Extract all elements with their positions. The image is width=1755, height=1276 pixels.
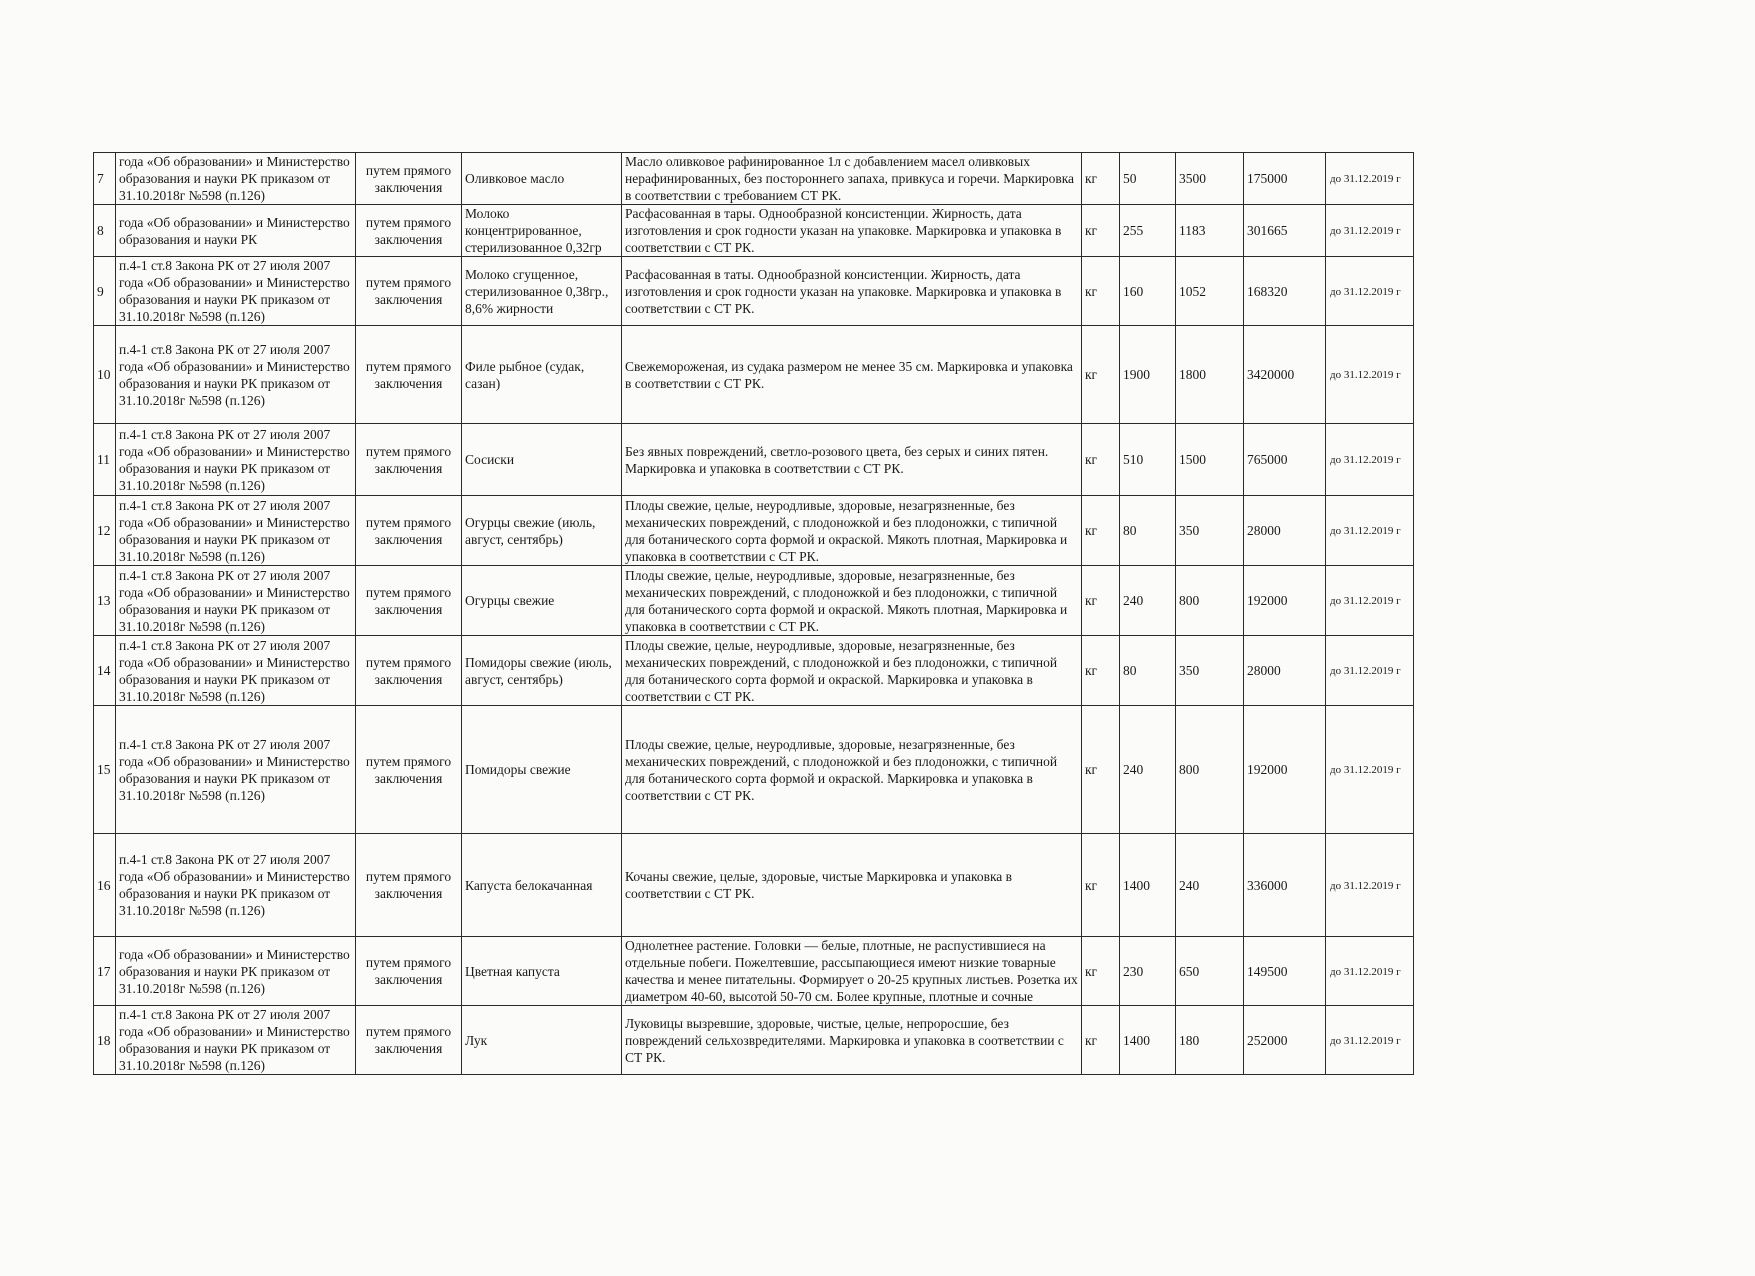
quantity: 240 <box>1123 593 1144 608</box>
unit-of-measure: кг <box>1085 452 1098 467</box>
table-row <box>94 706 1414 834</box>
procurement-method: путем прямого заключения <box>365 358 452 391</box>
unit-of-measure-cell <box>1082 153 1120 205</box>
legal-basis-cell <box>116 205 356 257</box>
table-body <box>94 153 1414 1075</box>
row-number-cell <box>94 326 116 424</box>
total-sum-cell <box>1244 205 1326 257</box>
unit-of-measure-cell <box>1082 636 1120 706</box>
delivery-term: до 31.12.2019 г <box>1330 225 1401 237</box>
item-description: Свежемороженая, из судака размером не менее 35 см. Маркировка и упаковка в соответствии с СТ РК. <box>625 358 1073 391</box>
total-sum: 28000 <box>1247 663 1281 678</box>
procurement-table <box>93 152 1414 1075</box>
unit-of-measure-cell <box>1082 566 1120 636</box>
item-description: Однолетнее растение. Головки — белые, плотные, не распустившиеся на отдельные побеги. Пожелтевшие, рассыпающиеся имеют низкие товарные качества и менее питательны. Формирует о 20-25 крупных листьев. Розетка их диаметром 40-60, высотой 50-70 см. Более крупные, плотные и сочные <box>625 938 1078 1004</box>
quantity-cell <box>1120 706 1176 834</box>
item-description-cell <box>622 424 1082 496</box>
total-sum: 765000 <box>1247 452 1288 467</box>
item-name: Капуста белокачанная <box>465 877 593 893</box>
legal-basis: п.4-1 ст.8 Закона РК от 27 июля 2007 года «Об образовании» и Министерство образования и науки РК приказом от 31.10.2018г №598 (п.126) <box>119 852 350 918</box>
row-number-cell <box>94 424 116 496</box>
quantity: 1400 <box>1123 1032 1150 1048</box>
item-description: Плоды свежие, целые, неуродливые, здоровые, незагрязненные, без механических повреждений, с плодоножкой и без плодоножки, с типичной для ботанического сорта формой и окраской. Маркировка и упаковка в соответствии с СТ РК. <box>625 736 1058 803</box>
item-name: Молоко сгущенное, стерилизованное 0,38гр., 8,6% жирности <box>465 266 609 316</box>
quantity: 240 <box>1123 762 1144 777</box>
procurement-method: путем прямого заключения <box>365 753 452 786</box>
quantity-cell <box>1120 834 1176 937</box>
unit-of-measure-cell <box>1082 496 1120 566</box>
delivery-term-cell <box>1326 424 1414 496</box>
legal-basis-cell <box>116 706 356 834</box>
unit-of-measure: кг <box>1085 171 1098 186</box>
total-sum-cell <box>1244 496 1326 566</box>
item-name-cell <box>462 1006 622 1075</box>
table-row <box>94 1006 1414 1075</box>
delivery-term: до 31.12.2019 г <box>1330 525 1401 537</box>
total-sum-cell <box>1244 937 1326 1006</box>
legal-basis-cell <box>116 636 356 706</box>
item-name-cell <box>462 834 622 937</box>
delivery-term: до 31.12.2019 г <box>1330 965 1401 978</box>
quantity: 510 <box>1123 452 1144 467</box>
quantity: 80 <box>1123 523 1137 538</box>
item-description: Кочаны свежие, целые, здоровые, чистые Маркировка и упаковка в соответствии с СТ РК. <box>625 869 1013 901</box>
unit-of-measure: кг <box>1085 1032 1098 1048</box>
delivery-term-cell <box>1326 153 1414 205</box>
delivery-term-cell <box>1326 205 1414 257</box>
item-description-cell <box>622 636 1082 706</box>
unit-price-cell <box>1176 205 1244 257</box>
unit-price-cell <box>1176 257 1244 326</box>
unit-price: 240 <box>1179 877 1200 893</box>
delivery-term: до 31.12.2019 г <box>1330 879 1401 892</box>
total-sum: 301665 <box>1247 223 1288 238</box>
legal-basis-cell <box>116 326 356 424</box>
row-number-cell <box>94 706 116 834</box>
legal-basis: п.4-1 ст.8 Закона РК от 27 июля 2007 года «Об образовании» и Министерство образования и науки РК приказом от 31.10.2018г №598 (п.126) <box>119 258 350 324</box>
item-description-cell <box>622 937 1082 1006</box>
quantity-cell <box>1120 424 1176 496</box>
unit-of-measure-cell <box>1082 834 1120 937</box>
item-name-cell <box>462 205 622 257</box>
legal-basis-cell <box>116 257 356 326</box>
table-row <box>94 257 1414 326</box>
total-sum: 168320 <box>1247 283 1288 299</box>
legal-basis: п.4-1 ст.8 Закона РК от 27 июля 2007 года «Об образовании» и Министерство образования и науки РК приказом от 31.10.2018г №598 (п.126) <box>119 341 350 408</box>
unit-price-cell <box>1176 424 1244 496</box>
quantity-cell <box>1120 496 1176 566</box>
total-sum: 149500 <box>1247 963 1288 979</box>
procurement-method: путем прямого заключения <box>365 869 452 901</box>
unit-price: 800 <box>1179 762 1200 777</box>
row-number-cell <box>94 153 116 205</box>
procurement-method: путем прямого заключения <box>365 1024 452 1056</box>
procurement-method: путем прямого заключения <box>365 955 452 987</box>
delivery-term: до 31.12.2019 г <box>1330 1034 1401 1047</box>
item-name: Сосиски <box>465 452 515 467</box>
item-name: Лук <box>465 1032 488 1048</box>
row-number: 16 <box>97 877 111 893</box>
unit-price-cell <box>1176 834 1244 937</box>
item-description: Масло оливковое рафинированное 1л с добавлением масел оливковых нерафинированных, без постороннего запаха, привкуса и горечи. Маркировка в соответствии с требованием СТ РК. <box>625 154 1075 203</box>
procurement-method-cell <box>356 205 462 257</box>
item-name: Помидоры свежие <box>465 762 571 777</box>
row-number: 15 <box>97 762 111 777</box>
legal-basis: п.4-1 ст.8 Закона РК от 27 июля 2007 года «Об образовании» и Министерство образования и науки РК приказом от 31.10.2018г №598 (п.126) <box>119 567 350 634</box>
legal-basis-cell <box>116 566 356 636</box>
quantity-cell <box>1120 153 1176 205</box>
row-number: 13 <box>97 593 111 608</box>
unit-of-measure: кг <box>1085 523 1098 538</box>
item-name: Молоко концентрированное, стерилизованное 0,32гр <box>465 206 602 255</box>
quantity: 1400 <box>1123 877 1150 893</box>
procurement-method-cell <box>356 496 462 566</box>
item-name-cell <box>462 153 622 205</box>
legal-basis: п.4-1 ст.8 Закона РК от 27 июля 2007 года «Об образовании» и Министерство образования и науки РК приказом от 31.10.2018г №598 (п.126) <box>119 637 350 704</box>
delivery-term: до 31.12.2019 г <box>1330 173 1401 185</box>
legal-basis: года «Об образовании» и Министерство образования и науки РК приказом от 31.10.2018г №598 (п.126) <box>119 154 350 203</box>
procurement-method: путем прямого заключения <box>365 214 452 247</box>
legal-basis: года «Об образовании» и Министерство образования и науки РК приказом от 31.10.2018г №598 (п.126) <box>119 946 350 996</box>
legal-basis-cell <box>116 153 356 205</box>
total-sum: 3420000 <box>1247 367 1295 382</box>
unit-of-measure-cell <box>1082 937 1120 1006</box>
row-number-cell <box>94 566 116 636</box>
procurement-method-cell <box>356 566 462 636</box>
unit-price-cell <box>1176 1006 1244 1075</box>
unit-of-measure-cell <box>1082 326 1120 424</box>
total-sum: 336000 <box>1247 877 1288 893</box>
procurement-method-cell <box>356 636 462 706</box>
item-name: Цветная капуста <box>465 963 560 979</box>
unit-price-cell <box>1176 566 1244 636</box>
quantity: 230 <box>1123 963 1144 979</box>
table-row <box>94 424 1414 496</box>
row-number: 10 <box>97 367 111 382</box>
delivery-term-cell <box>1326 326 1414 424</box>
procurement-method: путем прямого заключения <box>365 162 452 195</box>
item-name-cell <box>462 937 622 1006</box>
legal-basis-cell <box>116 424 356 496</box>
unit-price: 180 <box>1179 1032 1200 1048</box>
row-number: 17 <box>97 963 111 979</box>
quantity-cell <box>1120 636 1176 706</box>
unit-price: 1052 <box>1179 283 1206 299</box>
total-sum-cell <box>1244 636 1326 706</box>
item-description-cell <box>622 1006 1082 1075</box>
item-description: Расфасованная в тары. Однообразной консистенции. Жирность, дата изготовления и срок годности указан на упаковке. Маркировка и упаковка в соответствии с СТ РК. <box>625 206 1062 255</box>
item-description-cell <box>622 205 1082 257</box>
table-row <box>94 937 1414 1006</box>
procurement-method-cell <box>356 257 462 326</box>
item-name-cell <box>462 636 622 706</box>
legal-basis: п.4-1 ст.8 Закона РК от 27 июля 2007 года «Об образовании» и Министерство образования и науки РК приказом от 31.10.2018г №598 (п.126) <box>119 497 350 564</box>
quantity: 50 <box>1123 171 1137 186</box>
procurement-method: путем прямого заключения <box>365 654 452 687</box>
procurement-method-cell <box>356 706 462 834</box>
row-number: 11 <box>97 452 110 467</box>
item-name: Помидоры свежие (июль, август, сентябрь) <box>465 654 612 687</box>
total-sum-cell <box>1244 424 1326 496</box>
delivery-term-cell <box>1326 496 1414 566</box>
quantity-cell <box>1120 937 1176 1006</box>
item-description-cell <box>622 496 1082 566</box>
table-row <box>94 636 1414 706</box>
total-sum-cell <box>1244 566 1326 636</box>
item-name: Огурцы свежие (июль, август, сентябрь) <box>465 514 596 547</box>
total-sum: 192000 <box>1247 593 1288 608</box>
unit-price-cell <box>1176 153 1244 205</box>
procurement-method-cell <box>356 937 462 1006</box>
procurement-method-cell <box>356 326 462 424</box>
table-row <box>94 566 1414 636</box>
delivery-term-cell <box>1326 937 1414 1006</box>
delivery-term-cell <box>1326 257 1414 326</box>
procurement-method-cell <box>356 834 462 937</box>
table-row <box>94 834 1414 937</box>
legal-basis-cell <box>116 1006 356 1075</box>
item-name-cell <box>462 257 622 326</box>
delivery-term: до 31.12.2019 г <box>1330 764 1401 776</box>
unit-price-cell <box>1176 496 1244 566</box>
total-sum-cell <box>1244 706 1326 834</box>
delivery-term: до 31.12.2019 г <box>1330 595 1401 607</box>
unit-of-measure: кг <box>1085 663 1098 678</box>
table-row <box>94 153 1414 205</box>
item-description: Плоды свежие, целые, неуродливые, здоровые, незагрязненные, без механических повреждений, с плодоножкой и без плодоножки, с типичной для ботанического сорта формой и окраской. Мякоть плотная, Маркировка и упаковка в соответствии с СТ РК. <box>625 497 1068 564</box>
unit-price: 350 <box>1179 663 1200 678</box>
delivery-term-cell <box>1326 706 1414 834</box>
total-sum: 252000 <box>1247 1032 1288 1048</box>
unit-of-measure: кг <box>1085 223 1098 238</box>
row-number-cell <box>94 834 116 937</box>
item-description-cell <box>622 153 1082 205</box>
unit-price-cell <box>1176 636 1244 706</box>
table-row <box>94 205 1414 257</box>
procurement-method: путем прямого заключения <box>365 584 452 617</box>
row-number-cell <box>94 257 116 326</box>
item-name-cell <box>462 496 622 566</box>
item-description-cell <box>622 257 1082 326</box>
delivery-term-cell <box>1326 1006 1414 1075</box>
procurement-method: путем прямого заключения <box>365 275 452 307</box>
item-description: Без явных повреждений, светло-розового цвета, без серых и синих пятен. Маркировка и упаковка в соответствии с СТ РК. <box>625 443 1049 476</box>
delivery-term: до 31.12.2019 г <box>1330 665 1401 677</box>
table-row <box>94 496 1414 566</box>
item-description: Плоды свежие, целые, неуродливые, здоровые, незагрязненные, без механических повреждений, с плодоножкой и без плодоножки, с типичной для ботанического сорта формой и окраской. Мякоть плотная, Маркировка и упаковка в соответствии с СТ РК. <box>625 567 1068 634</box>
row-number-cell <box>94 636 116 706</box>
item-description: Плоды свежие, целые, неуродливые, здоровые, незагрязненные, без механических повреждений, с плодоножкой и без плодоножки, с типичной для ботанического сорта формой и окраской. Маркировка и упаковка в соответствии с СТ РК. <box>625 637 1058 704</box>
quantity-cell <box>1120 326 1176 424</box>
quantity-cell <box>1120 1006 1176 1075</box>
item-description-cell <box>622 706 1082 834</box>
unit-price: 1500 <box>1179 452 1206 467</box>
item-description-cell <box>622 566 1082 636</box>
unit-price: 650 <box>1179 963 1200 979</box>
unit-of-measure-cell <box>1082 257 1120 326</box>
total-sum-cell <box>1244 326 1326 424</box>
total-sum: 192000 <box>1247 762 1288 777</box>
unit-price-cell <box>1176 937 1244 1006</box>
item-description-cell <box>622 834 1082 937</box>
procurement-method-cell <box>356 424 462 496</box>
item-description: Расфасованная в таты. Однообразной консистенции. Жирность, дата изготовления и срок годности указан на упаковке. Маркировка и упаковка в соответствии с СТ РК. <box>625 266 1062 316</box>
item-name-cell <box>462 706 622 834</box>
item-description-cell <box>622 326 1082 424</box>
unit-of-measure-cell <box>1082 706 1120 834</box>
item-name: Филе рыбное (судак, сазан) <box>465 358 585 391</box>
total-sum: 28000 <box>1247 523 1281 538</box>
row-number: 9 <box>97 283 104 299</box>
procurement-method-cell <box>356 1006 462 1075</box>
delivery-term: до 31.12.2019 г <box>1330 454 1401 466</box>
quantity: 255 <box>1123 223 1144 238</box>
unit-of-measure: кг <box>1085 762 1098 777</box>
row-number: 14 <box>97 663 111 678</box>
row-number: 12 <box>97 523 111 538</box>
unit-of-measure: кг <box>1085 283 1098 299</box>
delivery-term: до 31.12.2019 г <box>1330 285 1401 298</box>
procurement-method: путем прямого заключения <box>365 443 452 476</box>
total-sum: 175000 <box>1247 171 1288 186</box>
item-name: Огурцы свежие <box>465 593 555 608</box>
item-name: Оливковое масло <box>465 171 565 186</box>
legal-basis: п.4-1 ст.8 Закона РК от 27 июля 2007 года «Об образовании» и Министерство образования и науки РК приказом от 31.10.2018г №598 (п.126) <box>119 736 350 803</box>
item-name-cell <box>462 566 622 636</box>
delivery-term-cell <box>1326 566 1414 636</box>
total-sum-cell <box>1244 834 1326 937</box>
unit-of-measure-cell <box>1082 1006 1120 1075</box>
item-name-cell <box>462 424 622 496</box>
unit-of-measure-cell <box>1082 205 1120 257</box>
quantity: 80 <box>1123 663 1137 678</box>
legal-basis: п.4-1 ст.8 Закона РК от 27 июля 2007 года «Об образовании» и Министерство образования и науки РК приказом от 31.10.2018г №598 (п.126) <box>119 426 350 493</box>
item-description: Луковицы вызревшие, здоровые, чистые, целые, непроросшие, без повреждений сельхозвредителями. Маркировка и упаковка в соответствии с СТ РК. <box>625 1015 1064 1065</box>
row-number: 8 <box>97 223 104 238</box>
legal-basis-cell <box>116 937 356 1006</box>
unit-of-measure: кг <box>1085 877 1098 893</box>
unit-of-measure: кг <box>1085 963 1098 979</box>
item-name-cell <box>462 326 622 424</box>
legal-basis: года «Об образовании» и Министерство образования и науки РК <box>119 214 350 247</box>
delivery-term-cell <box>1326 636 1414 706</box>
row-number-cell <box>94 496 116 566</box>
procurement-method-cell <box>356 153 462 205</box>
unit-price: 1800 <box>1179 367 1206 382</box>
total-sum-cell <box>1244 1006 1326 1075</box>
legal-basis: п.4-1 ст.8 Закона РК от 27 июля 2007 года «Об образовании» и Министерство образования и науки РК приказом от 31.10.2018г №598 (п.126) <box>119 1007 350 1073</box>
table-row <box>94 326 1414 424</box>
delivery-term: до 31.12.2019 г <box>1330 369 1401 381</box>
unit-of-measure-cell <box>1082 424 1120 496</box>
unit-price-cell <box>1176 706 1244 834</box>
quantity-cell <box>1120 566 1176 636</box>
quantity: 1900 <box>1123 367 1150 382</box>
row-number: 7 <box>97 171 104 186</box>
unit-price-cell <box>1176 326 1244 424</box>
row-number-cell <box>94 1006 116 1075</box>
quantity-cell <box>1120 257 1176 326</box>
unit-price: 800 <box>1179 593 1200 608</box>
procurement-method: путем прямого заключения <box>365 514 452 547</box>
unit-price: 3500 <box>1179 171 1206 186</box>
delivery-term-cell <box>1326 834 1414 937</box>
row-number-cell <box>94 937 116 1006</box>
row-number: 18 <box>97 1032 111 1048</box>
total-sum-cell <box>1244 257 1326 326</box>
total-sum-cell <box>1244 153 1326 205</box>
quantity: 160 <box>1123 283 1144 299</box>
row-number-cell <box>94 205 116 257</box>
unit-price: 1183 <box>1179 223 1206 238</box>
legal-basis-cell <box>116 496 356 566</box>
unit-of-measure: кг <box>1085 593 1098 608</box>
unit-of-measure: кг <box>1085 367 1098 382</box>
unit-price: 350 <box>1179 523 1200 538</box>
legal-basis-cell <box>116 834 356 937</box>
quantity-cell <box>1120 205 1176 257</box>
